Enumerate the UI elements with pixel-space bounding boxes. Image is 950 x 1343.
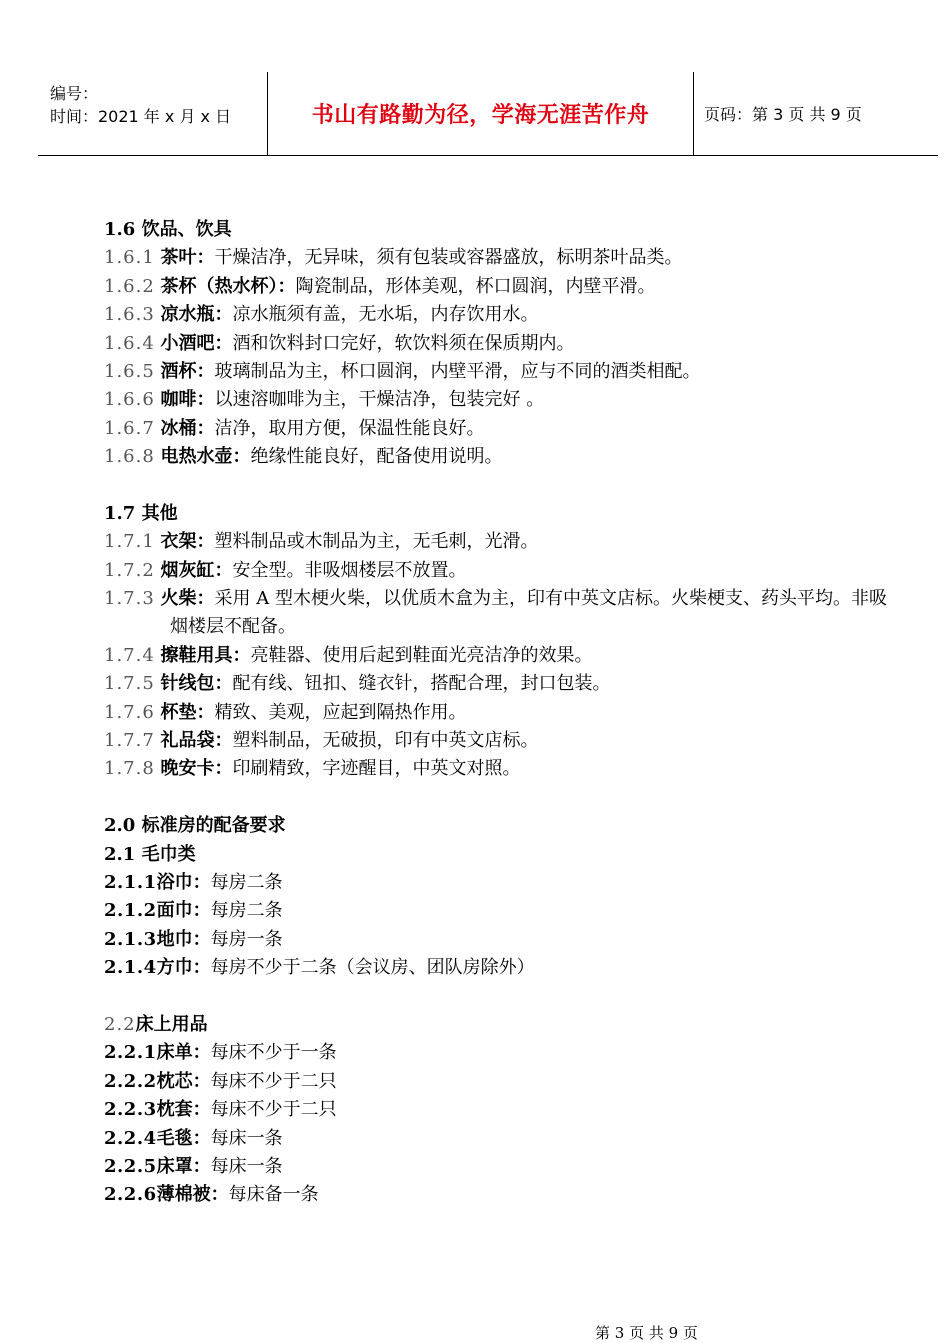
list-item: 2.2.3枕套：每床不少于二只 (104, 1099, 337, 1121)
list-item: 1.7.2 烟灰缸：安全型。非吸烟楼层不放置。 (104, 559, 467, 581)
list-item: 1.6.6 咖啡：以速溶咖啡为主，干燥洁净，包装完好 。 (104, 389, 545, 411)
page-header (38, 72, 938, 156)
section-title-2-1: 2.1 毛巾类 (104, 843, 196, 865)
list-item: 1.6.8 电热水壶：绝缘性能良好，配备使用说明。 (104, 446, 503, 468)
header-motto-cell (267, 72, 694, 155)
serial-label: 编号： (50, 84, 99, 103)
list-item: 1.6.4 小酒吧：酒和饮料封口完好，软饮料须在保质期内。 (104, 332, 575, 354)
spacer (104, 784, 904, 812)
section-title-1-6: 1.6 饮品、饮具 (104, 219, 232, 240)
spacer (104, 983, 904, 1011)
page-code: 页码：第 3 页 共 9 页 (704, 105, 862, 124)
list-item: 1.6.7 冰桶：洁净，取用方便，保温性能良好。 (104, 417, 485, 439)
list-item: 2.1.3地巾：每房一条 (104, 928, 283, 950)
list-item: 2.2.5床罩：每床一条 (104, 1155, 283, 1177)
list-item: 2.2.4毛毯：每床一条 (104, 1127, 283, 1149)
header-page-cell (693, 72, 938, 155)
list-item: 2.1.4方巾：每房不少于二条（会议房、团队房除外） (104, 957, 535, 979)
list-item: 2.1.2面巾：每房二条 (104, 900, 283, 922)
motto: 书山有路勤为径，学海无涯苦作舟 (311, 103, 650, 128)
page-footer: 第 3 页 共 9 页 (595, 1324, 698, 1342)
list-item: 1.7.4 擦鞋用具：亮鞋器、使用后起到鞋面光亮洁净的效果。 (104, 644, 593, 666)
list-item: 1.6.3 凉水瓶：凉水瓶须有盖，无水垢，内存饮用水。 (104, 304, 539, 326)
list-item: 1.7.3 火柴：采用 A 型木梗火柴，以优质木盒为主，印有中英文店标。火柴梗支、药头平均。非吸烟楼层不配备。 (104, 588, 887, 638)
list-item: 2.2.1床单：每床不少于一条 (104, 1042, 337, 1064)
list-item: 1.6.1 茶叶：干燥洁净，无异味，须有包装或容器盛放，标明茶叶品类。 (104, 247, 683, 269)
list-item: 1.6.5 酒杯：玻璃制品为主，杯口圆润，内壁平滑，应与不同的酒类相配。 (104, 360, 701, 382)
list-item: 1.7.1 衣架：塑料制品或木制品为主，无毛刺，光滑。 (104, 531, 539, 553)
list-item: 2.1.1浴巾：每房二条 (104, 872, 283, 894)
list-item: 1.6.2 茶杯（热水杯）：陶瓷制品，形体美观，杯口圆润，内壁平滑。 (104, 275, 656, 297)
header-meta (38, 72, 267, 155)
section-title-2-0: 2.0 标准房的配备要求 (104, 815, 286, 837)
list-item: 1.7.7 礼品袋：塑料制品，无破损，印有中英文店标。 (104, 730, 539, 752)
list-item: 1.7.5 针线包：配有线、钮扣、缝衣针，搭配合理，封口包装。 (104, 673, 611, 695)
document-body (104, 216, 904, 1210)
list-item: 2.2.2枕芯：每床不少于二只 (104, 1070, 337, 1092)
list-item: 1.7.8 晚安卡：印刷精致，字迹醒目，中英文对照。 (104, 758, 521, 780)
section-title-1-7: 1.7 其他 (104, 502, 178, 524)
spacer (104, 472, 904, 500)
date-label: 时间：2021 年 x 月 x 日 (50, 107, 232, 126)
list-item: 2.2.6薄棉被：每床备一条 (104, 1184, 319, 1206)
section-title-2-2: 2.2床上用品 (104, 1013, 208, 1035)
list-item: 1.7.6 杯垫：精致、美观，应起到隔热作用。 (104, 701, 467, 723)
